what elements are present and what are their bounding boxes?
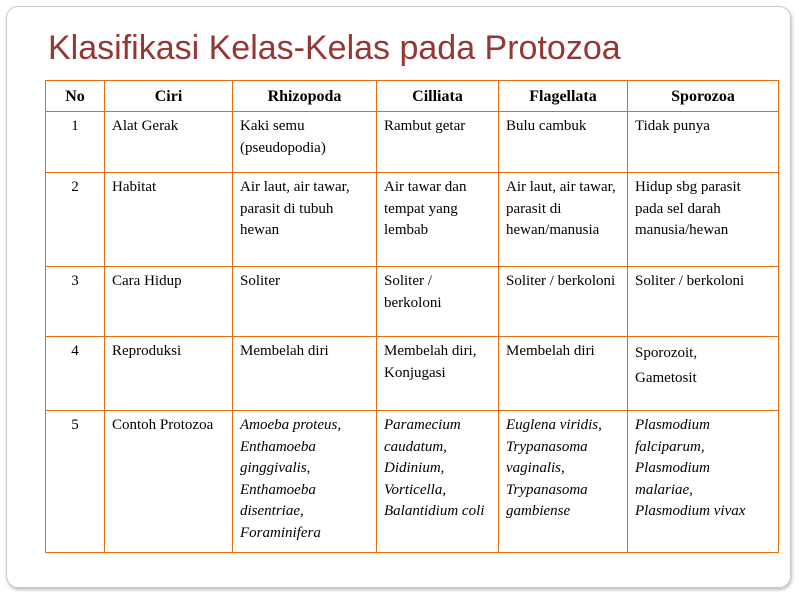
table-row: [46, 112, 779, 173]
cell-cilliata: Soliter / berkoloni: [377, 267, 499, 337]
header-rhizopoda: Rhizopoda: [233, 81, 377, 112]
cell-flagellata: Membelah diri: [499, 337, 628, 411]
cell-sporozoa: Soliter / berkoloni: [628, 267, 779, 337]
cell-ciri: Cara Hidup: [105, 267, 233, 337]
example-line: Plasmodium malariae,: [635, 460, 710, 498]
cell-sporozoa: Tidak punya: [628, 112, 779, 173]
cell-no: 3: [46, 267, 105, 337]
example-line: Balantidium coli: [384, 503, 485, 519]
cell-rhizopoda: [233, 411, 377, 553]
header-no: No: [46, 81, 105, 112]
cell-cilliata: Rambut getar: [377, 112, 499, 173]
cell-cilliata: Membelah diri, Konjugasi: [377, 337, 499, 411]
header-ciri: Ciri: [105, 81, 233, 112]
example-line: Vorticella,: [384, 481, 447, 498]
example-line: Amoeba proteus,: [240, 417, 342, 433]
example-line: Didinium,: [384, 460, 445, 476]
cell-rhizopoda: Soliter: [233, 267, 377, 337]
cell-flagellata: Air laut, air tawar, parasit di hewan/manusia: [499, 173, 628, 267]
example-line: Gametosit: [635, 370, 697, 386]
table-row: [46, 411, 779, 553]
cell-ciri: Alat Gerak: [105, 112, 233, 173]
table-row: [46, 173, 779, 267]
cell-cilliata: Air tawar dan tempat yang lembab: [377, 173, 499, 267]
cell-flagellata: Soliter / berkoloni: [499, 267, 628, 337]
cell-no: 2: [46, 173, 105, 267]
cell-flagellata: Bulu cambuk: [499, 112, 628, 173]
cell-cilliata: [377, 411, 499, 553]
example-line: Plasmodium vivax: [635, 503, 746, 519]
cell-flagellata: [499, 411, 628, 553]
example-line: Trypanasoma gambiense: [506, 481, 588, 519]
header-flagellata: Flagellata: [499, 81, 628, 112]
cell-ciri: Reproduksi: [105, 337, 233, 411]
table-row: [46, 337, 779, 411]
example-line: Plasmodium falciparum,: [635, 417, 710, 455]
example-line: Sporozoit,: [635, 345, 698, 361]
cell-no: 4: [46, 337, 105, 411]
header-cilliata: Cilliata: [377, 81, 499, 112]
example-line: Foraminifera: [240, 524, 321, 541]
header-row: [46, 81, 779, 112]
example-line: Paramecium caudatum,: [384, 417, 461, 455]
cell-rhizopoda: Membelah diri: [233, 337, 377, 411]
header-sporozoa: Sporozoa: [628, 81, 779, 112]
example-line: Euglena viridis,: [506, 417, 602, 433]
example-line: Trypanasoma vaginalis,: [506, 438, 588, 476]
cell-sporozoa: Hidup sbg parasit pada sel darah manusia/hewan: [628, 173, 779, 267]
protozoa-classification-table: [45, 80, 779, 553]
cell-rhizopoda: Air laut, air tawar, parasit di tubuh hewan: [233, 173, 377, 267]
cell-no: 1: [46, 112, 105, 173]
example-line: Enthamoeba disentriae,: [240, 481, 316, 519]
slide-title: Klasifikasi Kelas-Kelas pada Protozoa: [48, 29, 621, 67]
cell-rhizopoda: Kaki semu (pseudopodia): [233, 112, 377, 173]
cell-sporozoa: [628, 411, 779, 553]
example-line: Enthamoeba ginggivalis,: [240, 438, 316, 476]
table-row: [46, 267, 779, 337]
cell-ciri: Habitat: [105, 173, 233, 267]
cell-ciri: Contoh Protozoa: [105, 411, 233, 553]
cell-sporozoa: [628, 337, 779, 411]
cell-no: 5: [46, 411, 105, 553]
